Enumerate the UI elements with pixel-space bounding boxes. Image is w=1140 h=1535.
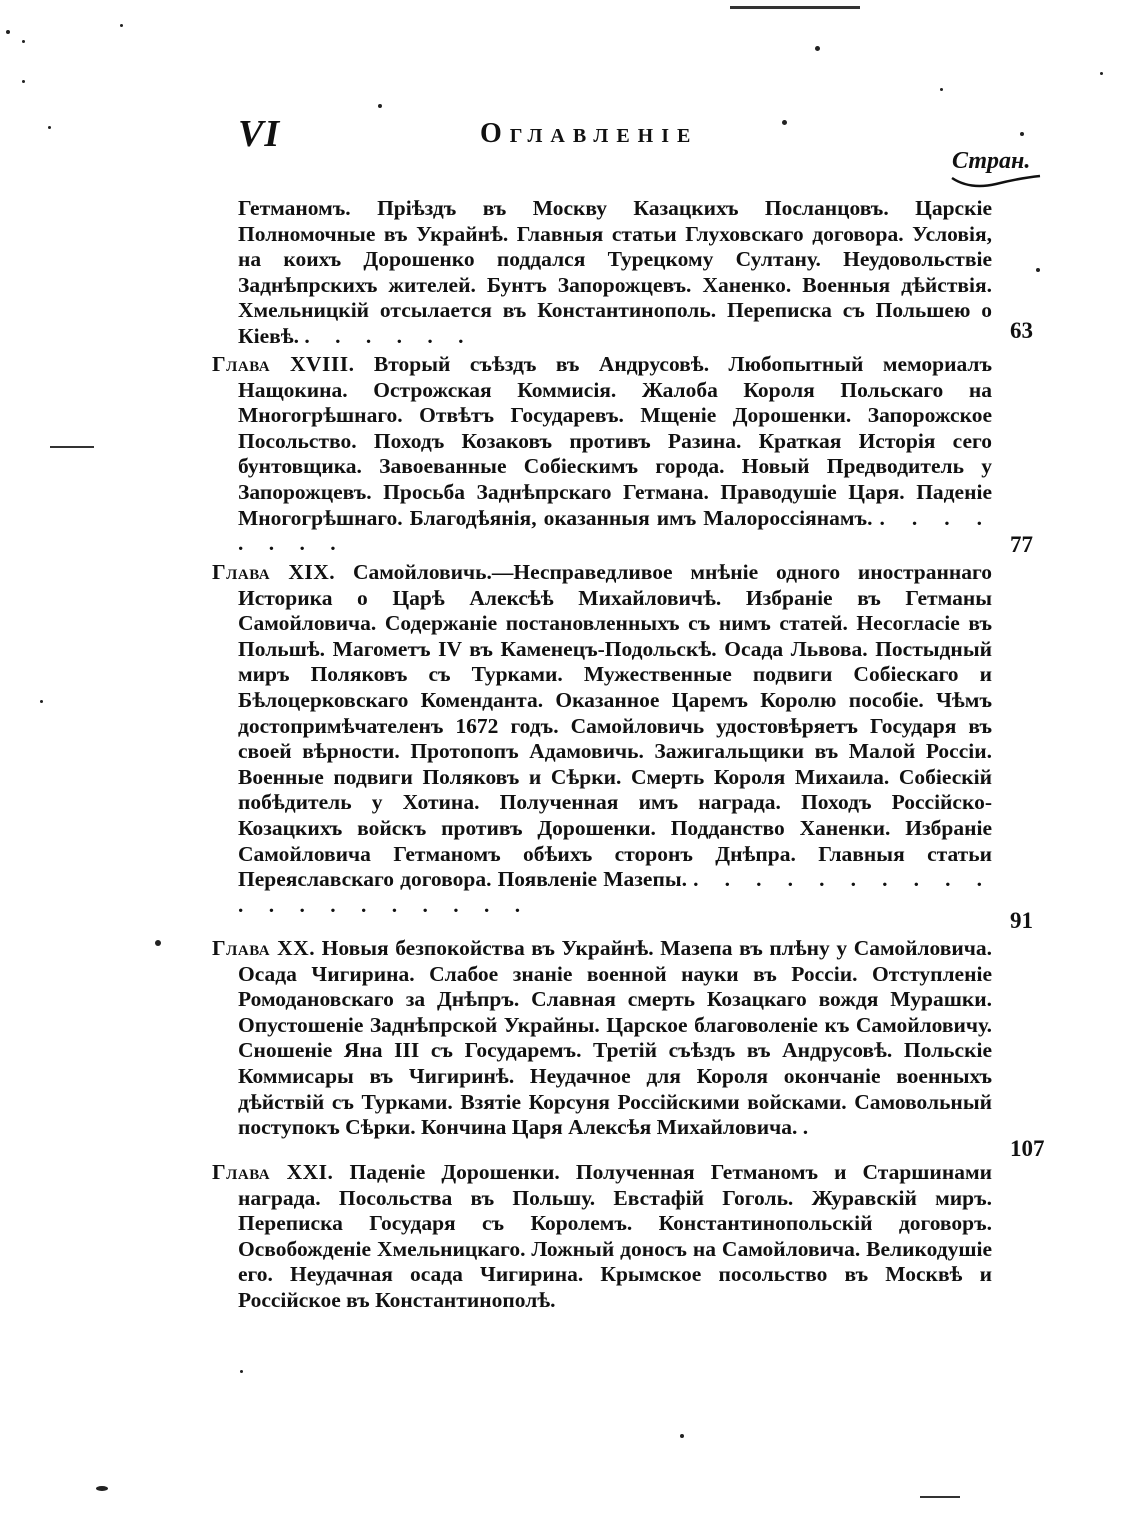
scan-speck [240,1370,243,1373]
scan-speck [120,24,123,27]
entry-text: Вторый съѣздъ въ Андрусовѣ. Любопытный мемориалъ Нащокина. Острожская Коммисiя. Жалоба Короля Польскаго на Многогрѣшнаго. Отвѣтъ Государевъ. Мщенiе Дорошенки. Запорожское Посольство. Походъ Козаковъ противъ Разина. Краткая Исторiя сего бунтовщика. Завоеванные Собiескимъ города. Новый Предводитель у Запорожцевъ. Просьба Заднѣпрскаго Гетмана. Праводушiе Царя. Паденiе Многогрѣшнаго. Благодѣянiя, оказанныя имъ Малороссiянамъ. [238,352,993,530]
chapter-label: Глава XVIII. [212,352,355,376]
page-number: VI [238,113,281,155]
scan-speck [40,700,43,703]
scan-speck [155,940,161,946]
page-reference: 63 [1010,318,1033,343]
swash-ornament-icon [950,172,1042,192]
scan-speck [782,120,787,125]
page-reference: 107 [1010,1136,1045,1161]
scan-speck [378,104,382,108]
scan-speck [6,30,10,34]
entry-text: Новыя безпокойства въ Украйнѣ. Мазепа въ плѣну у Самойловича. Осада Чигирина. Слабое знанiе военной науки въ Россiи. Отступленiе Ромодановскаго за Днѣпръ. Славная смерть Козацкаго вождя Мурашки. Опустошенiе Заднѣпрской Украйны. Царское благоволенiе къ Самойловичу. Сношенiе Яна III съ Государемъ. Третiй съѣздъ въ Андрусовѣ. Польскiе Коммисары въ Чигиринѣ. Неудачное для Короля окончанiе военныхъ дѣйствiй съ Турками. Взятiе Корсуня Россiйскими войсками. Самовольный поступокъ Сѣрки. Кончина Царя Алексѣя Михайловича. [238,936,993,1140]
page-title: Оглавленiе [480,118,699,149]
entry-text: Гетманомъ. Прiѣздъ въ Москву Казацкихъ Посланцовъ. Царскiе Полномочные въ Украйнѣ. Главныя статьи Глуховскаго договора. Условiя, на коихъ Дорошенко поддался Турецкому Султану. Неудовольствiе Заднѣпрскихъ жителей. Бунтъ Запорожцевъ. Ханенко. Военныя дѣйствiя. Хмельницкiй отсылается въ Константинополь. Переписка съ Польшею о Кiевѣ. [238,196,992,348]
leader-dots: . . . . . . . . [238,505,993,556]
scan-mark [730,6,860,9]
scan-speck [1100,72,1103,75]
scan-speck [680,1434,684,1438]
toc-entry [212,352,992,557]
toc-entry [212,1160,992,1314]
page-reference: 91 [1010,908,1033,933]
page-column-label: Стран. [952,148,1031,174]
leader-dots: . . . . . . [304,323,474,348]
toc-entry [212,936,992,1141]
scan-speck [1020,132,1024,136]
leader-dots: . . . . . . . . . . . . . . . . . . . . [238,867,993,917]
toc-entry [212,560,992,918]
leader-dots: . [802,1115,819,1140]
scan-mark [920,1496,960,1498]
scan-speck [96,1486,108,1491]
scan-speck [940,88,943,91]
scan-speck [815,46,820,51]
scan-mark [50,446,94,448]
scan-speck [1036,268,1040,272]
page-reference: 77 [1010,532,1033,557]
entry-text: Самойловичь.—Несправедливое мнѣнiе одного иностраннаго Историка о Царѣ Алексѣѣ Михайловичѣ. Избранiе въ Гетманы Самойловича. Содержанiе постановленныхъ съ нимъ статей. Несогласiе въ Польшѣ. Магометъ IV въ Каменецъ-Подольскѣ. Осада Львова. Постыдный миръ Поляковъ съ Турками. Мужественные подвиги Собiескаго и Бѣлоцерковскаго Коменданта. Оказанное Царемъ Королю пособiе. Чѣмъ достопримѣчателенъ 1672 годъ. Самойловичь удостовѣряетъ Государя въ своей вѣрности. Протопопъ Адамовичь. Зажигальщики въ Малой Россiи. Военные подвиги Поляковъ и Сѣрки. Смерть Короля Михаила. Собiескiй побѣдитель у Хотина. Полученная имъ награда. Походъ Россiйско-Козацкихъ войскъ противъ Дорошенки. Подданство Ханенки. Избранiе Самойловича Гетманомъ обѣихъ сторонъ Днѣпра. Главныя статьи Переяславскаго договора. Появленiе Мазепы. [238,560,993,892]
scan-speck [22,80,25,83]
entry-text: Паденiе Дорошенки. Полученная Гетманомъ и Старшинами награда. Посольства въ Польшу. Евстафiй Гоголь. Журавскiй миръ. Переписка Государя съ Королемъ. Константинопольскiй договоръ. Освобожденiе Хмельницкаго. Ложный доносъ на Самойловича. Великодушiе его. Неудачная осада Чигирина. Крымское посольство въ Москвѣ и Россiйское въ Константинополѣ. [238,1160,992,1312]
chapter-label: Глава XXI. [212,1160,334,1184]
chapter-label: Глава XX. [212,936,316,960]
scan-speck [48,126,51,129]
toc-entry [238,196,992,350]
scan-speck [22,40,25,43]
chapter-label: Глава XIX. [212,560,336,584]
